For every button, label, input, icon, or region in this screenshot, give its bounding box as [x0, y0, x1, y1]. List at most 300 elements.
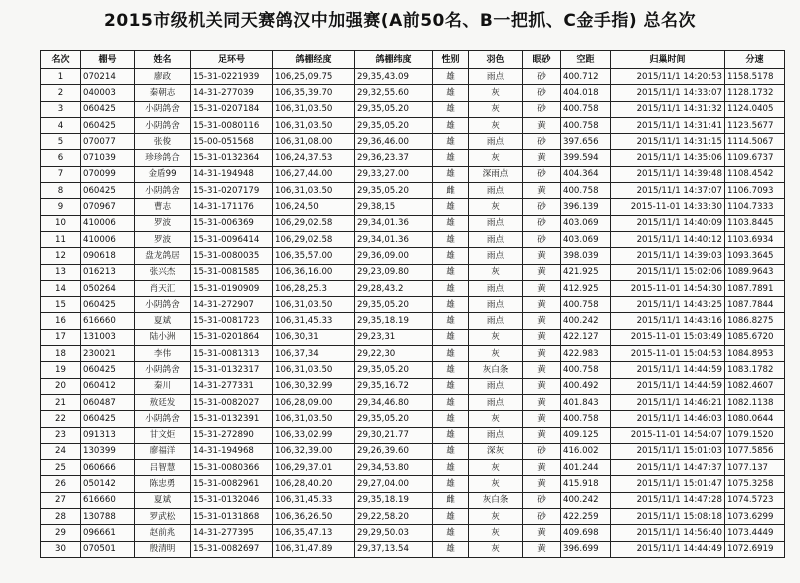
speed-cell: 1103.8445: [725, 215, 785, 231]
sex-cell: 雄: [433, 362, 469, 378]
loft-id-cell: 060425: [81, 101, 135, 117]
arrival-time-cell: 2015/11/1 14:31:41: [611, 117, 725, 133]
sex-cell: 雄: [433, 313, 469, 329]
latitude-cell: 29,26,39.60: [355, 443, 433, 459]
sex-cell: 雄: [433, 476, 469, 492]
name-cell: 秦朝志: [135, 85, 191, 101]
page-title: 2015市级机关同天赛鸽汉中加强赛(A前50名、B一把抓、C金手指) 总名次: [103, 11, 697, 31]
rank-cell: 20: [41, 378, 81, 394]
arrival-time-cell: 2015-11-01 14:54:30: [611, 280, 725, 296]
eye-sand-cell: 黄: [523, 378, 561, 394]
table-row: [41, 411, 785, 427]
rank-cell: 12: [41, 248, 81, 264]
name-cell: 罗武松: [135, 509, 191, 525]
name-cell: 廖福洋: [135, 443, 191, 459]
latitude-cell: 29,34,46.80: [355, 394, 433, 410]
distance-cell: 400.758: [561, 411, 611, 427]
rank-cell: 2: [41, 85, 81, 101]
rank-cell: 8: [41, 183, 81, 199]
feather-color-cell: 灰: [469, 264, 523, 280]
arrival-time-cell: 2015/11/1 14:39:48: [611, 166, 725, 182]
longitude-cell: 106,31,03.50: [273, 362, 355, 378]
speed-cell: 1128.1732: [725, 85, 785, 101]
sex-cell: 雌: [433, 183, 469, 199]
loft-id-cell: 060412: [81, 378, 135, 394]
name-cell: 张俊: [135, 134, 191, 150]
ring-number-cell: 15-31-006369: [191, 215, 273, 231]
ring-number-cell: 15-31-0132046: [191, 492, 273, 508]
sex-cell: 雄: [433, 346, 469, 362]
name-cell: 殷清明: [135, 541, 191, 557]
name-cell: 陆小洲: [135, 329, 191, 345]
eye-sand-cell: 砂: [523, 85, 561, 101]
name-cell: 秦川: [135, 378, 191, 394]
speed-cell: 1103.6934: [725, 231, 785, 247]
distance-cell: 416.002: [561, 443, 611, 459]
rank-cell: 25: [41, 460, 81, 476]
arrival-time-cell: 2015/11/1 14:44:59: [611, 378, 725, 394]
arrival-time-cell: 2015/11/1 15:01:47: [611, 476, 725, 492]
eye-sand-cell: 砂: [523, 231, 561, 247]
speed-cell: 1158.5178: [725, 69, 785, 85]
feather-color-cell: 雨点: [469, 215, 523, 231]
latitude-cell: 29,28,43.2: [355, 280, 433, 296]
ring-number-cell: 14-31-194948: [191, 166, 273, 182]
sex-cell: 雄: [433, 231, 469, 247]
arrival-time-cell: 2015/11/1 14:46:03: [611, 411, 725, 427]
ring-number-cell: 15-31-0190909: [191, 280, 273, 296]
distance-cell: 400.242: [561, 313, 611, 329]
table-row: [41, 460, 785, 476]
ring-number-cell: 14-31-277331: [191, 378, 273, 394]
rank-cell: 21: [41, 394, 81, 410]
latitude-cell: 29,22,30: [355, 346, 433, 362]
latitude-cell: 29,35,43.09: [355, 69, 433, 85]
ring-number-cell: 15-31-0081723: [191, 313, 273, 329]
sex-cell: 雄: [433, 297, 469, 313]
sex-cell: 雄: [433, 166, 469, 182]
arrival-time-cell: 2015/11/1 14:35:06: [611, 150, 725, 166]
arrival-time-cell: 2015-11-01 15:03:49: [611, 329, 725, 345]
speed-cell: 1084.8953: [725, 346, 785, 362]
sex-cell: 雄: [433, 150, 469, 166]
header-col-speed: 分速: [725, 51, 785, 69]
sex-cell: 雄: [433, 427, 469, 443]
rank-cell: 29: [41, 525, 81, 541]
header-col-ring-number: 足环号: [191, 51, 273, 69]
loft-id-cell: 410006: [81, 231, 135, 247]
eye-sand-cell: 砂: [523, 492, 561, 508]
feather-color-cell: 雨点: [469, 231, 523, 247]
table-row: [41, 541, 785, 557]
header-col-loft-id: 棚号: [81, 51, 135, 69]
loft-id-cell: 070501: [81, 541, 135, 557]
arrival-time-cell: 2015/11/1 14:31:32: [611, 101, 725, 117]
longitude-cell: 106,31,08.00: [273, 134, 355, 150]
feather-color-cell: 深灰: [469, 443, 523, 459]
loft-id-cell: 060425: [81, 362, 135, 378]
loft-id-cell: 130399: [81, 443, 135, 459]
loft-id-cell: 131003: [81, 329, 135, 345]
loft-id-cell: 016213: [81, 264, 135, 280]
ring-number-cell: 15-31-0131868: [191, 509, 273, 525]
latitude-cell: 29,36,23.37: [355, 150, 433, 166]
arrival-time-cell: 2015/11/1 14:47:28: [611, 492, 725, 508]
eye-sand-cell: 砂: [523, 69, 561, 85]
arrival-time-cell: 2015/11/1 15:02:06: [611, 264, 725, 280]
sex-cell: 雄: [433, 378, 469, 394]
eye-sand-cell: 黄: [523, 297, 561, 313]
table-row: [41, 313, 785, 329]
speed-cell: 1074.5723: [725, 492, 785, 508]
distance-cell: 396.699: [561, 541, 611, 557]
longitude-cell: 106,35,57.00: [273, 248, 355, 264]
sex-cell: 雄: [433, 199, 469, 215]
speed-cell: 1087.7844: [725, 297, 785, 313]
longitude-cell: 106,29,37.01: [273, 460, 355, 476]
distance-cell: 396.139: [561, 199, 611, 215]
speed-cell: 1085.6720: [725, 329, 785, 345]
ring-number-cell: 15-31-0080366: [191, 460, 273, 476]
speed-cell: 1082.1138: [725, 394, 785, 410]
latitude-cell: 29,36,46.00: [355, 134, 433, 150]
speed-cell: 1114.5067: [725, 134, 785, 150]
distance-cell: 422.983: [561, 346, 611, 362]
longitude-cell: 106,28,09.00: [273, 394, 355, 410]
name-cell: 罗波: [135, 231, 191, 247]
longitude-cell: 106,31,45.33: [273, 313, 355, 329]
loft-id-cell: 071039: [81, 150, 135, 166]
latitude-cell: 29,34,53.80: [355, 460, 433, 476]
speed-cell: 1082.4607: [725, 378, 785, 394]
longitude-cell: 106,36,26.50: [273, 509, 355, 525]
longitude-cell: 106,27,44.00: [273, 166, 355, 182]
eye-sand-cell: 黄: [523, 411, 561, 427]
name-cell: 夏斌: [135, 492, 191, 508]
ring-number-cell: 15-31-0082961: [191, 476, 273, 492]
name-cell: 赵前兆: [135, 525, 191, 541]
rank-cell: 19: [41, 362, 81, 378]
rank-cell: 1: [41, 69, 81, 85]
rank-cell: 26: [41, 476, 81, 492]
arrival-time-cell: 2015/11/1 14:56:40: [611, 525, 725, 541]
speed-cell: 1072.6919: [725, 541, 785, 557]
arrival-time-cell: 2015/11/1 14:44:59: [611, 362, 725, 378]
feather-color-cell: 雨点: [469, 69, 523, 85]
sex-cell: 雄: [433, 101, 469, 117]
header-col-name: 姓名: [135, 51, 191, 69]
ring-number-cell: 15-31-0132317: [191, 362, 273, 378]
ring-number-cell: 15-31-0096414: [191, 231, 273, 247]
arrival-time-cell: 2015-11-01 15:04:53: [611, 346, 725, 362]
feather-color-cell: 深雨点: [469, 166, 523, 182]
eye-sand-cell: 黄: [523, 183, 561, 199]
table-row: [41, 492, 785, 508]
sex-cell: 雄: [433, 215, 469, 231]
distance-cell: 397.656: [561, 134, 611, 150]
longitude-cell: 106,36,16.00: [273, 264, 355, 280]
latitude-cell: 29,29,50.03: [355, 525, 433, 541]
latitude-cell: 29,37,13.54: [355, 541, 433, 557]
feather-color-cell: 灰: [469, 117, 523, 133]
distance-cell: 415.918: [561, 476, 611, 492]
latitude-cell: 29,23,31: [355, 329, 433, 345]
loft-id-cell: 060425: [81, 297, 135, 313]
table-row: [41, 183, 785, 199]
ring-number-cell: 15-31-0207179: [191, 183, 273, 199]
eye-sand-cell: 黄: [523, 313, 561, 329]
table-row: [41, 476, 785, 492]
loft-id-cell: 230021: [81, 346, 135, 362]
name-cell: 小阴鸽舍: [135, 183, 191, 199]
table-row: [41, 199, 785, 215]
longitude-cell: 106,30,32.99: [273, 378, 355, 394]
latitude-cell: 29,36,09.00: [355, 248, 433, 264]
eye-sand-cell: 黄: [523, 460, 561, 476]
eye-sand-cell: 砂: [523, 166, 561, 182]
ranking-table: [40, 50, 785, 558]
loft-id-cell: 050142: [81, 476, 135, 492]
feather-color-cell: 雨点: [469, 297, 523, 313]
longitude-cell: 106,31,03.50: [273, 183, 355, 199]
name-cell: 张兴杰: [135, 264, 191, 280]
header-col-rank: 名次: [41, 51, 81, 69]
ring-number-cell: 14-31-277395: [191, 525, 273, 541]
feather-color-cell: 雨点: [469, 183, 523, 199]
ring-number-cell: 14-31-277039: [191, 85, 273, 101]
distance-cell: 400.758: [561, 101, 611, 117]
speed-cell: 1077.5856: [725, 443, 785, 459]
header-col-distance: 空距: [561, 51, 611, 69]
sex-cell: 雄: [433, 264, 469, 280]
feather-color-cell: 雨点: [469, 280, 523, 296]
latitude-cell: 29,35,05.20: [355, 362, 433, 378]
name-cell: 肖天汇: [135, 280, 191, 296]
table-row: [41, 215, 785, 231]
table-row: [41, 264, 785, 280]
arrival-time-cell: 2015/11/1 14:40:09: [611, 215, 725, 231]
distance-cell: 403.069: [561, 231, 611, 247]
name-cell: 廖政: [135, 69, 191, 85]
longitude-cell: 106,31,45.33: [273, 492, 355, 508]
feather-color-cell: 灰: [469, 85, 523, 101]
speed-cell: 1080.0644: [725, 411, 785, 427]
rank-cell: 15: [41, 297, 81, 313]
table-row: [41, 297, 785, 313]
table-row: [41, 69, 785, 85]
name-cell: 吕智慧: [135, 460, 191, 476]
latitude-cell: 29,32,55.60: [355, 85, 433, 101]
rank-cell: 17: [41, 329, 81, 345]
eye-sand-cell: 黄: [523, 117, 561, 133]
arrival-time-cell: 2015/11/1 15:01:03: [611, 443, 725, 459]
table-header-row: [41, 51, 785, 69]
name-cell: 小阴鸽舍: [135, 297, 191, 313]
latitude-cell: 29,35,16.72: [355, 378, 433, 394]
feather-color-cell: 灰白条: [469, 492, 523, 508]
longitude-cell: 106,28,25.3: [273, 280, 355, 296]
latitude-cell: 29,34,01.36: [355, 215, 433, 231]
ranking-table-wrap: [40, 50, 785, 558]
latitude-cell: 29,22,58.20: [355, 509, 433, 525]
table-row: [41, 150, 785, 166]
sex-cell: 雄: [433, 329, 469, 345]
name-cell: 甘文炬: [135, 427, 191, 443]
sex-cell: 雄: [433, 248, 469, 264]
sex-cell: 雄: [433, 69, 469, 85]
loft-id-cell: 130788: [81, 509, 135, 525]
longitude-cell: 106,31,03.50: [273, 297, 355, 313]
ring-number-cell: 15-31-0082697: [191, 541, 273, 557]
longitude-cell: 106,31,47.89: [273, 541, 355, 557]
loft-id-cell: 060666: [81, 460, 135, 476]
loft-id-cell: 096661: [81, 525, 135, 541]
feather-color-cell: 灰: [469, 199, 523, 215]
longitude-cell: 106,31,03.50: [273, 117, 355, 133]
eye-sand-cell: 黄: [523, 264, 561, 280]
latitude-cell: 29,35,18.19: [355, 492, 433, 508]
eye-sand-cell: 黄: [523, 525, 561, 541]
distance-cell: 400.242: [561, 492, 611, 508]
header-col-arrival-time: 归巢时间: [611, 51, 725, 69]
header-col-latitude: 鸽棚纬度: [355, 51, 433, 69]
distance-cell: 400.758: [561, 362, 611, 378]
ring-number-cell: 15-31-0207184: [191, 101, 273, 117]
latitude-cell: 29,35,05.20: [355, 101, 433, 117]
table-row: [41, 166, 785, 182]
longitude-cell: 106,25,09.75: [273, 69, 355, 85]
speed-cell: 1089.9643: [725, 264, 785, 280]
distance-cell: 400.758: [561, 183, 611, 199]
ring-number-cell: 15-31-0221939: [191, 69, 273, 85]
sex-cell: 雄: [433, 509, 469, 525]
arrival-time-cell: 2015/11/1 14:37:07: [611, 183, 725, 199]
table-row: [41, 85, 785, 101]
arrival-time-cell: 2015-11-01 14:54:07: [611, 427, 725, 443]
loft-id-cell: 616660: [81, 492, 135, 508]
speed-cell: 1109.6737: [725, 150, 785, 166]
sex-cell: 雄: [433, 443, 469, 459]
arrival-time-cell: 2015/11/1 14:46:21: [611, 394, 725, 410]
feather-color-cell: 灰: [469, 525, 523, 541]
table-row: [41, 346, 785, 362]
loft-id-cell: 616660: [81, 313, 135, 329]
loft-id-cell: 060425: [81, 411, 135, 427]
loft-id-cell: 050264: [81, 280, 135, 296]
feather-color-cell: 灰: [469, 509, 523, 525]
ring-number-cell: 15-31-0082027: [191, 394, 273, 410]
table-row: [41, 443, 785, 459]
header-col-longitude: 鸽棚经度: [273, 51, 355, 69]
sex-cell: 雄: [433, 460, 469, 476]
arrival-time-cell: 2015/11/1 14:20:53: [611, 69, 725, 85]
longitude-cell: 106,28,40.20: [273, 476, 355, 492]
feather-color-cell: 灰: [469, 101, 523, 117]
distance-cell: 400.712: [561, 69, 611, 85]
longitude-cell: 106,35,39.70: [273, 85, 355, 101]
eye-sand-cell: 砂: [523, 443, 561, 459]
table-row: [41, 280, 785, 296]
rank-cell: 27: [41, 492, 81, 508]
eye-sand-cell: 黄: [523, 394, 561, 410]
arrival-time-cell: 2015/11/1 14:31:15: [611, 134, 725, 150]
table-row: [41, 394, 785, 410]
speed-cell: 1104.7333: [725, 199, 785, 215]
feather-color-cell: 雨点: [469, 248, 523, 264]
rank-cell: 18: [41, 346, 81, 362]
loft-id-cell: 070077: [81, 134, 135, 150]
table-row: [41, 231, 785, 247]
latitude-cell: 29,35,18.19: [355, 313, 433, 329]
speed-cell: 1106.7093: [725, 183, 785, 199]
name-cell: 小阴鸽舍: [135, 362, 191, 378]
table-row: [41, 427, 785, 443]
sex-cell: 雄: [433, 134, 469, 150]
feather-color-cell: 灰白条: [469, 362, 523, 378]
table-row: [41, 362, 785, 378]
arrival-time-cell: 2015/11/1 14:44:49: [611, 541, 725, 557]
eye-sand-cell: 黄: [523, 362, 561, 378]
speed-cell: 1123.5677: [725, 117, 785, 133]
ring-number-cell: 15-31-0080035: [191, 248, 273, 264]
distance-cell: 403.069: [561, 215, 611, 231]
arrival-time-cell: 2015/11/1 14:43:16: [611, 313, 725, 329]
distance-cell: 401.843: [561, 394, 611, 410]
ring-number-cell: 15-31-272890: [191, 427, 273, 443]
table-row: [41, 134, 785, 150]
rank-cell: 23: [41, 427, 81, 443]
speed-cell: 1093.3645: [725, 248, 785, 264]
feather-color-cell: 灰: [469, 150, 523, 166]
name-cell: 盘龙鸽居: [135, 248, 191, 264]
feather-color-cell: 雨点: [469, 134, 523, 150]
latitude-cell: 29,38,15: [355, 199, 433, 215]
distance-cell: 400.758: [561, 117, 611, 133]
latitude-cell: 29,35,05.20: [355, 117, 433, 133]
longitude-cell: 106,33,02.99: [273, 427, 355, 443]
table-row: [41, 525, 785, 541]
feather-color-cell: 灰: [469, 460, 523, 476]
table-row: [41, 248, 785, 264]
arrival-time-cell: 2015/11/1 15:08:18: [611, 509, 725, 525]
header-col-sex: 性别: [433, 51, 469, 69]
name-cell: 敖廷发: [135, 394, 191, 410]
rank-cell: 13: [41, 264, 81, 280]
feather-color-cell: 雨点: [469, 378, 523, 394]
latitude-cell: 29,34,01.36: [355, 231, 433, 247]
speed-cell: 1079.1520: [725, 427, 785, 443]
sex-cell: 雄: [433, 525, 469, 541]
sex-cell: 雌: [433, 492, 469, 508]
latitude-cell: 29,35,05.20: [355, 411, 433, 427]
eye-sand-cell: 黄: [523, 248, 561, 264]
table-row: [41, 378, 785, 394]
latitude-cell: 29,35,05.20: [355, 297, 433, 313]
loft-id-cell: 060425: [81, 117, 135, 133]
name-cell: 小阴鸽舍: [135, 117, 191, 133]
speed-cell: 1124.0405: [725, 101, 785, 117]
ring-number-cell: 14-31-194968: [191, 443, 273, 459]
eye-sand-cell: 砂: [523, 215, 561, 231]
distance-cell: 422.127: [561, 329, 611, 345]
eye-sand-cell: 砂: [523, 199, 561, 215]
name-cell: 陈忠勇: [135, 476, 191, 492]
table-row: [41, 509, 785, 525]
speed-cell: 1086.8275: [725, 313, 785, 329]
speed-cell: 1075.3258: [725, 476, 785, 492]
feather-color-cell: 灰: [469, 411, 523, 427]
distance-cell: 409.125: [561, 427, 611, 443]
